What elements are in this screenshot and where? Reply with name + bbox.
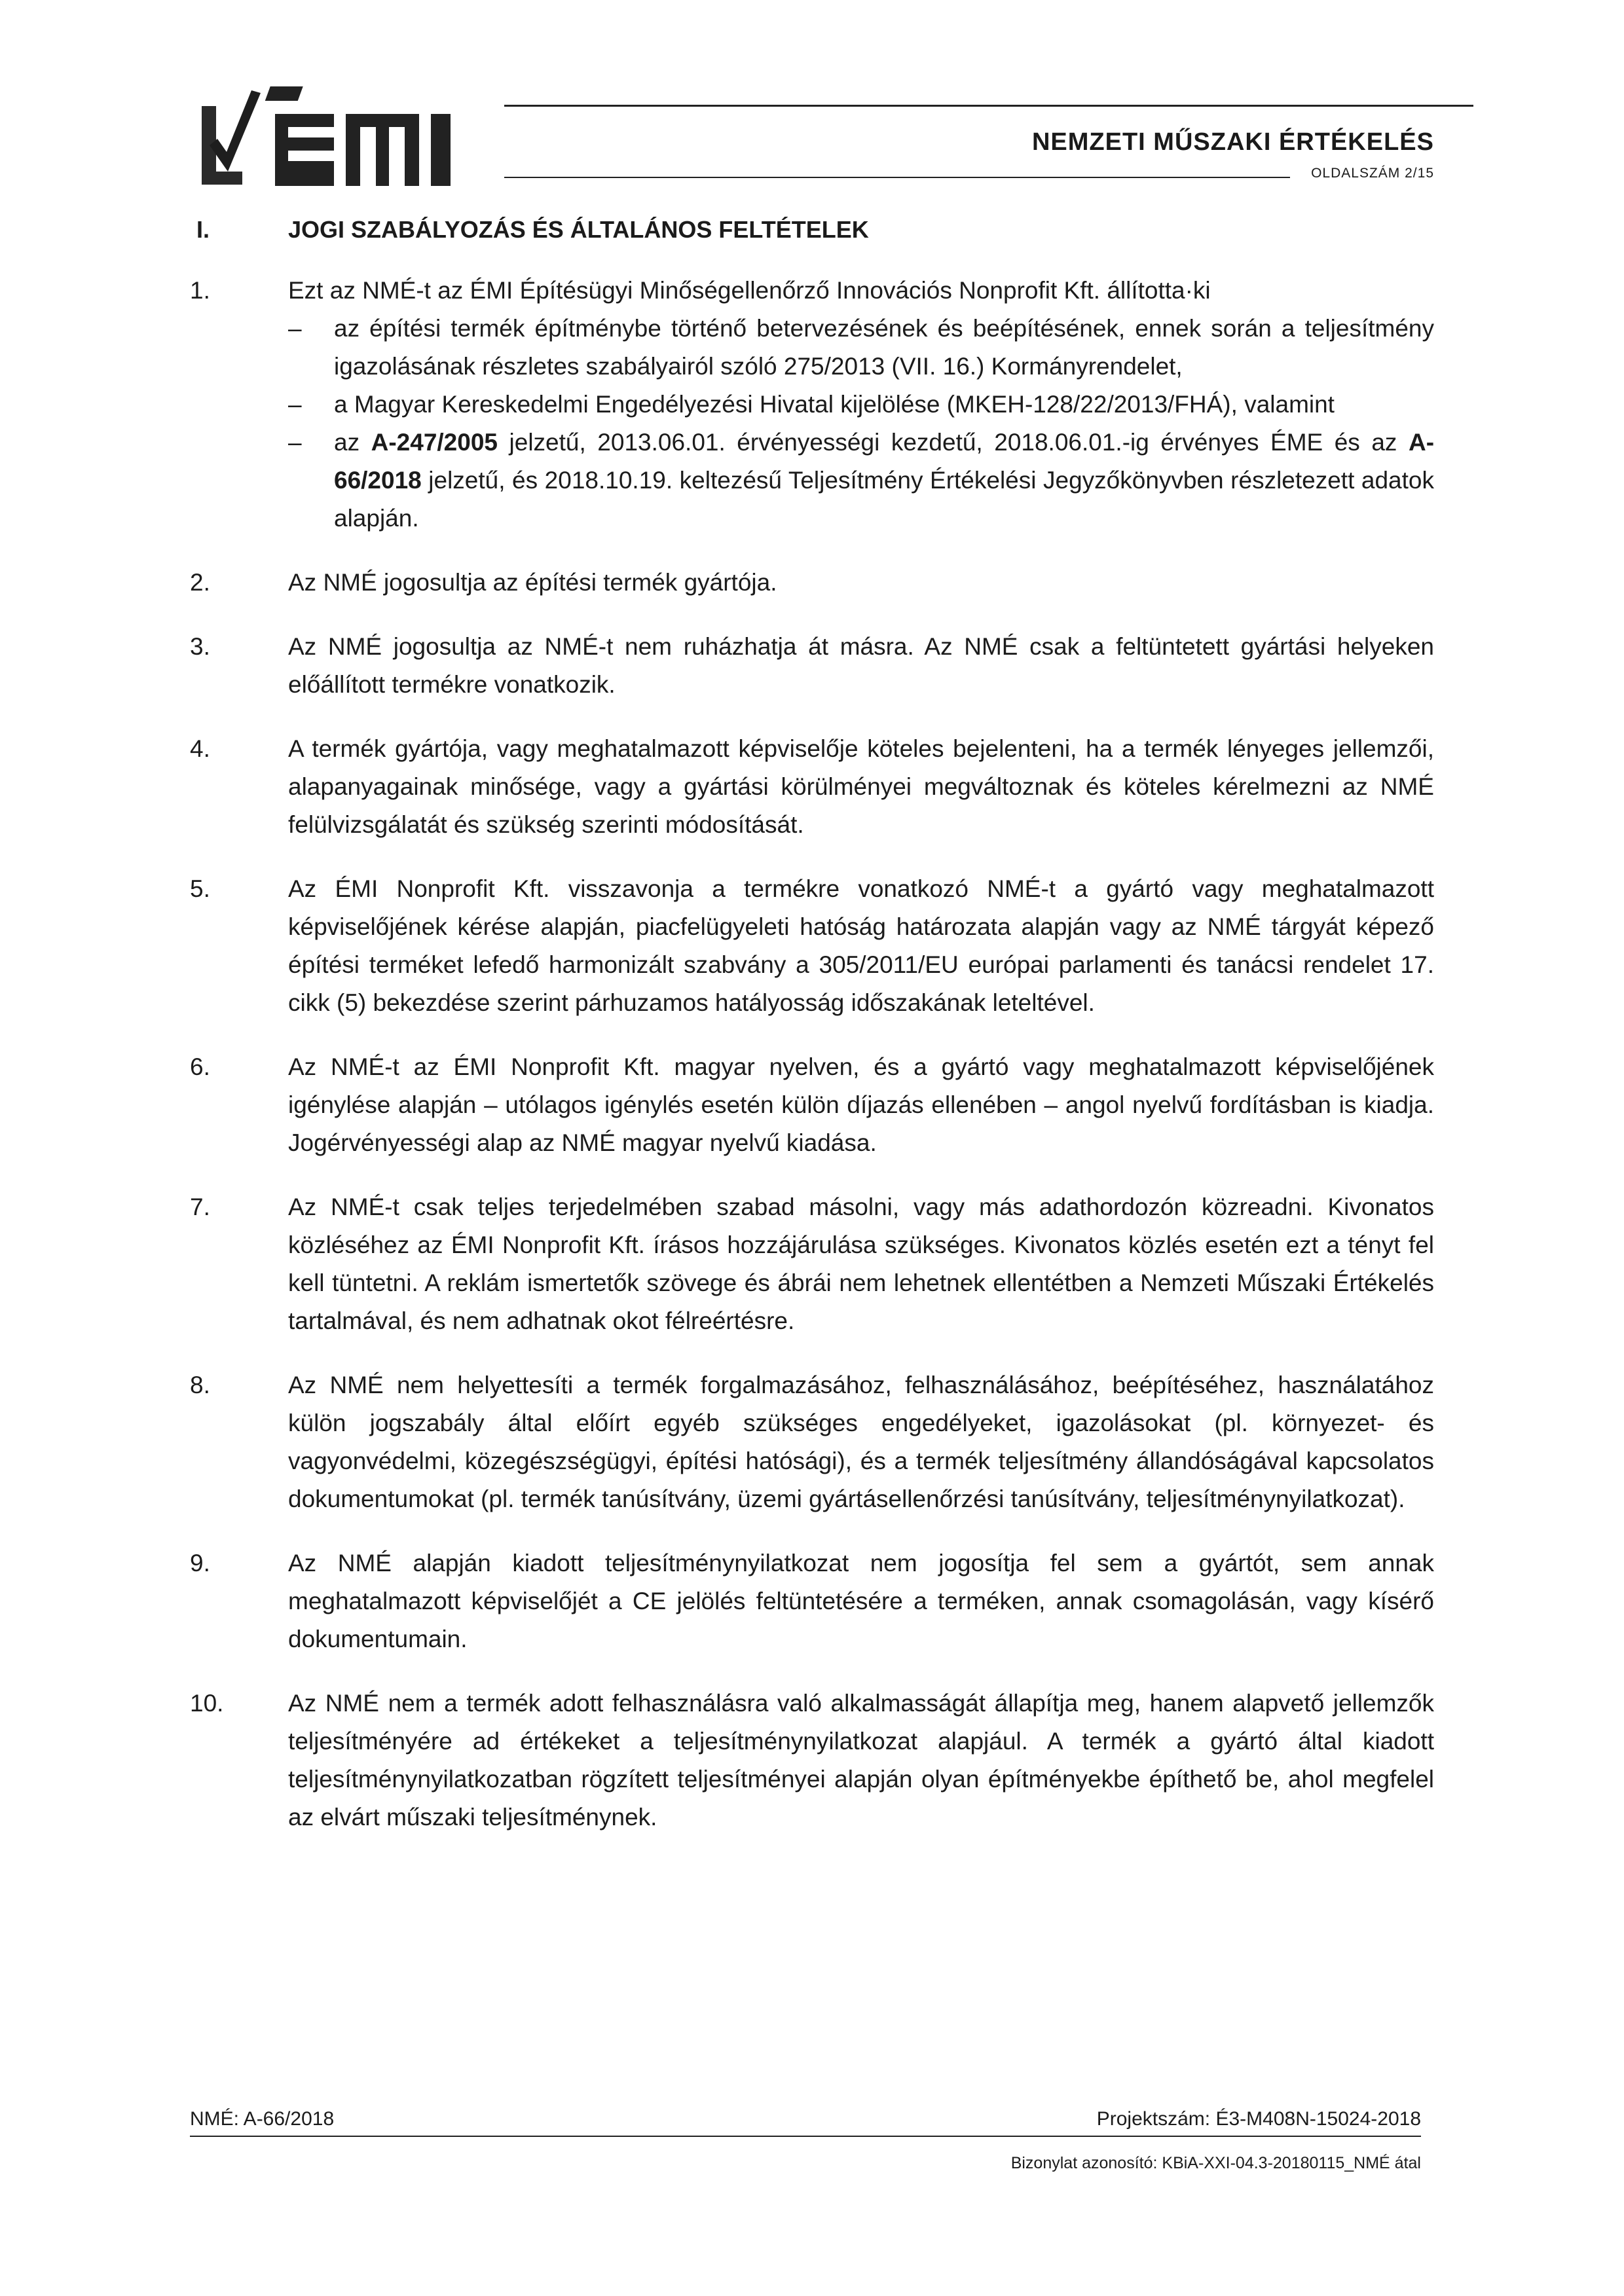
conditions-list [190,272,1434,1863]
list-item [190,1366,1434,1518]
sub-item-text: jelzetű, 2013.06.01. érvényességi kezdetű, 2018.06.01.-ig érvényes ÉME és az [498,429,1409,456]
section-number: I. [196,216,210,243]
sub-item-text: a Magyar Kereskedelmi Engedélyezési Hivatal kijelölése (MKEH-128/22/2013/FHÁ), valamint [334,391,1335,418]
list-item [190,1544,1434,1658]
list-item [190,1188,1434,1340]
list-item [190,564,1434,602]
item-text: Az NMÉ nem a termék adott felhasználásra való alkalmasságát állapítja meg, hanem alapvető jellemzők teljesítményére ad értékeket a teljesítménynyilatkozat alapjául. A termék a gyártó által kiadott teljesítménynyilatkozatban rögzített teljesítményei alapján olyan építményekbe építhető be, ahol megfelel az elvárt műszaki teljesítménynek. [288,1690,1434,1831]
item-number: 4. [190,735,210,762]
emi-logo [196,73,504,191]
item-number: 3. [190,633,210,660]
item-text: Az NMÉ-t az ÉMI Nonprofit Kft. magyar nyelven, és a gyártó vagy meghatalmazott képviselőjének igénylése alapján – utólagos igénylés esetén külön díjazás ellenében – angol nyelvű fordításban is kiadja. Jogérvényességi alap az NMÉ magyar nyelvű kiadása. [288,1053,1434,1156]
section-title: JOGI SZABÁLYOZÁS ÉS ÁLTALÁNOS FELTÉTELEK [288,216,869,243]
header-rule-bottom [504,177,1290,178]
item-text: Az NMÉ jogosultja az NMÉ-t nem ruházhatja át másra. Az NMÉ csak a feltüntetett gyártási helyeken előállított termékre vonatkozik. [288,633,1434,698]
footer-nme-number: NMÉ: A-66/2018 [190,2108,335,2130]
sub-item-text: az [334,429,371,456]
item-number: 7. [190,1194,210,1220]
item-text: Ezt az NMÉ-t az ÉMI Építésügyi Minőségellenőrző Innovációs Nonprofit Kft. állította·ki [288,277,1211,304]
item-text: Az NMÉ jogosultja az építési termék gyártója. [288,569,777,596]
item-text: Az NMÉ-t csak teljes terjedelmében szabad másolni, vagy más adathordozón közreadni. Kivonatos közléséhez az ÉMI Nonprofit Kft. írásos hozzájárulása szükséges. Kivonatos közlés esetén ezt a tényt fel kell tüntetni. A reklám ismertetők szövege és ábrái nem lehetnek ellentétben a Nemzeti Műszaki Értékelés tartalmával, és nem adhatnak okot félreértésre. [288,1194,1434,1334]
reference-code: A-66/2018 [334,429,1435,494]
sub-item: – az A-247/2005 jelzetű, 2013.06.01. érvényességi kezdetű, 2018.06.01.-ig érvényes ÉME és az A-66/2018 jelzetű, és 2018.10.19. keltezésű Teljesítmény Értékelési Jegyzőkönyvben részletezett adatok alapján. [288,429,1435,532]
list-item [190,628,1434,704]
logo-text: ÉMI [196,73,198,74]
list-item [190,1048,1434,1162]
footer-project-number: Projektszám: É3-M408N-15024-2018 [1096,2108,1421,2130]
footer-document-id: Bizonylat azonosító: KBiA-XXI-04.3-20180115_NMÉ átal [1010,2154,1421,2172]
item-number: 2. [190,569,210,596]
item-text: Az NMÉ alapján kiadott teljesítménynyilatkozat nem jogosítja fel sem a gyártót, sem annak meghatalmazott képviselőjét a CE jelölés feltüntetésére a terméken, annak csomagolásán, vagy kísérő dokumentumain. [288,1550,1434,1652]
sub-item: – az építési termék építménybe történő betervezésének és beépítésének, ennek során a teljesítmény igazolásának részletes szabályairól szóló 275/2013 (VII. 16.) Kormányrendelet, [288,315,1434,380]
item-number: 6. [190,1053,210,1080]
list-item [190,1685,1434,1836]
sub-item: – a Magyar Kereskedelmi Engedélyezési Hivatal kijelölése (MKEH-128/22/2013/FHÁ), valamint [288,391,1335,418]
item-number: 1. [190,277,210,304]
item-text: Az NMÉ nem helyettesíti a termék forgalmazásához, felhasználásához, beépítéséhez, használatához külön jogszabály által előírt egyéb szükséges engedélyeket, igazolásokat (pl. környezet- és vagyonvédelmi, közegészségügyi, építési hatósági), és a termék teljesítmény állandóságával kapcsolatos dokumentumokat (pl. termék tanúsítvány, üzemi gyártásellenőrzési tanúsítvány, teljesítménynyilatkozat). [288,1372,1434,1512]
reference-code: A-247/2005 [371,429,498,456]
sub-item-text: jelzetű, és 2018.10.19. keltezésű Teljesítmény Értékelési Jegyzőkönyvben részletezett adatok alapján. [334,467,1434,532]
item-number: 8. [190,1372,210,1398]
list-item [190,870,1434,1022]
item-number: 9. [190,1550,210,1576]
item-number: 10. [190,1690,224,1717]
sub-item-text: az építési termék építménybe történő betervezésének és beépítésének, ennek során a teljesítmény igazolásának részletes szabályairól szóló 275/2013 (VII. 16.) Kormányrendelet, [334,315,1434,380]
section-heading [196,216,869,244]
header-rule-top [504,105,1473,107]
list-item [190,272,1434,538]
item-text: A termék gyártója, vagy meghatalmazott képviselője köteles bejelenteni, ha a termék lényeges jellemzői, alapanyagainak minősége, vagy a gyártási körülményei megváltoznak és köteles kérelmezni az NMÉ felülvizsgálatát és szükség szerinti módosítását. [288,735,1434,838]
list-item [190,730,1434,844]
sub-list [288,310,1434,538]
page-number: OLDALSZÁM 2/15 [1311,166,1434,181]
footer-rule [190,2136,1421,2137]
item-text: Az ÉMI Nonprofit Kft. visszavonja a termékre vonatkozó NMÉ-t a gyártó vagy meghatalmazott képviselőjének kérése alapján, piacfelügyeleti hatóság határozata alapján vagy az NMÉ tárgyát képező építési terméket lefedő harmonizált szabvány a 305/2011/EU európai parlamenti és tanácsi rendelet 17. cikk (5) bekezdése szerint párhuzamos hatályosság időszakának leteltével. [288,875,1434,1016]
document-title: NEMZETI MŰSZAKI ÉRTÉKELÉS [1031,128,1434,156]
item-number: 5. [190,875,210,902]
